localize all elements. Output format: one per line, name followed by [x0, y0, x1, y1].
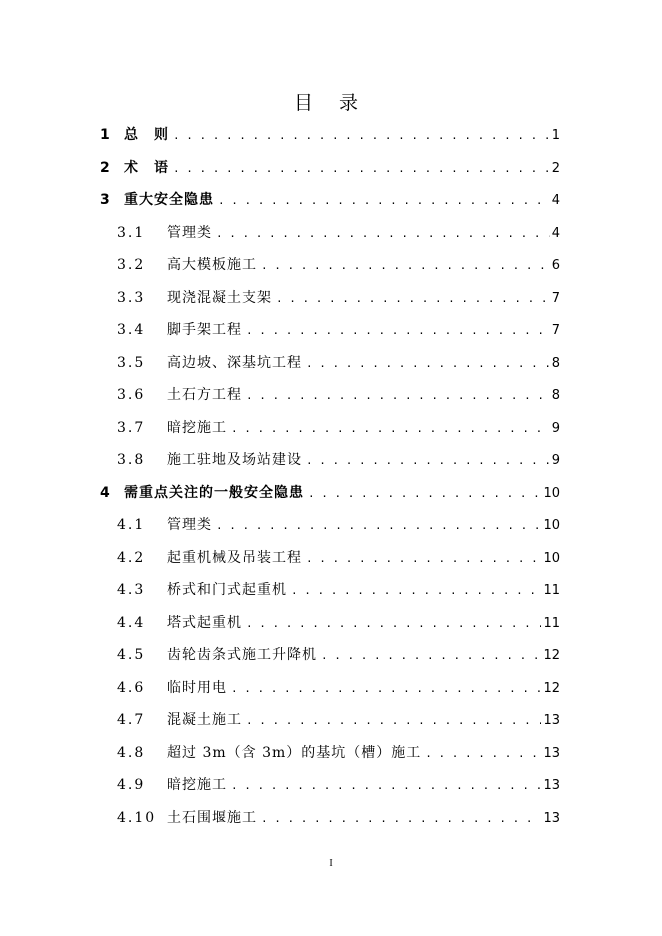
toc-entry-title: 需重点关注的一般安全隐患	[124, 484, 304, 501]
toc-entry-title: 总 则	[124, 127, 169, 143]
toc-entry[interactable]	[117, 254, 560, 278]
dot-leader	[216, 519, 541, 532]
toc-entry-page-number: 1	[551, 128, 560, 143]
toc-entry-title: 超过 3m（含 3m）的基坑（槽）施工	[167, 744, 422, 761]
toc-entry[interactable]	[117, 222, 560, 246]
toc-entry-title: 脚手架工程	[167, 322, 242, 338]
toc-entry[interactable]	[117, 352, 560, 376]
toc-entry-title: 暗挖施工	[167, 419, 227, 436]
toc-entry-page-number: 4	[551, 225, 560, 241]
toc-entry-title: 塔式起重机	[167, 614, 242, 631]
toc-entry[interactable]	[117, 319, 560, 343]
toc-entry[interactable]	[117, 742, 560, 766]
toc-entry-page-number: 8	[551, 355, 560, 371]
toc-entry[interactable]	[117, 449, 560, 473]
toc-entry[interactable]	[100, 189, 560, 213]
dot-leader	[261, 812, 541, 825]
dot-leader	[231, 682, 541, 695]
toc-entry-number: 3.3	[117, 289, 146, 306]
toc-entry-number: 4.2	[117, 549, 146, 566]
toc-entry-page-number: 2	[551, 160, 560, 176]
toc-entry-number: 3.2	[117, 257, 146, 273]
dot-leader	[425, 747, 541, 760]
dot-leader	[306, 357, 550, 370]
toc-entry-page-number: 13	[543, 778, 560, 793]
toc-entry-title: 齿轮齿条式施工升降机	[167, 647, 317, 663]
toc-entry-page-number: 10	[543, 518, 560, 533]
toc-entry[interactable]	[117, 612, 560, 636]
toc-entry-page-number: 13	[543, 745, 560, 761]
toc-entry-page-number: 11	[543, 615, 560, 631]
dot-leader	[173, 162, 550, 175]
toc-entry-page-number: 11	[543, 583, 560, 598]
toc-entry-number: 4.3	[117, 582, 146, 598]
toc-entry-page-number: 7	[551, 323, 560, 338]
toc-entry-number: 3.5	[117, 354, 146, 371]
dot-leader	[173, 129, 550, 142]
toc-entry-title: 土石方工程	[167, 387, 242, 403]
toc-entry-number: 4.9	[117, 777, 146, 793]
toc-entry[interactable]	[117, 547, 560, 571]
toc-entry-page-number: 4	[551, 193, 560, 208]
dot-leader	[246, 617, 541, 630]
toc-entry-title: 临时用电	[167, 679, 227, 696]
toc-entry-number: 4.1	[117, 517, 146, 533]
toc-entry-title: 土石围堰施工	[167, 809, 257, 826]
toc-entry[interactable]	[117, 417, 560, 441]
toc-entry[interactable]	[117, 644, 560, 668]
toc-entry[interactable]	[100, 124, 560, 148]
toc-entry-title: 混凝土施工	[167, 712, 242, 728]
toc-entry-page-number: 9	[551, 420, 560, 436]
toc-entry-title: 重大安全隐患	[124, 192, 214, 208]
toc-entry-title: 施工驻地及场站建设	[167, 452, 302, 468]
toc-entry-title: 暗挖施工	[167, 777, 227, 793]
page-title: 目 录	[293, 92, 369, 114]
toc-entry[interactable]	[117, 384, 560, 408]
toc-entry-page-number: 12	[543, 648, 560, 663]
toc-entry-title: 起重机械及吊装工程	[167, 549, 302, 566]
toc-entry-page-number: 7	[551, 290, 560, 306]
toc-entry[interactable]	[117, 709, 560, 733]
dot-leader	[246, 714, 541, 727]
toc-entry-number: 4.7	[117, 712, 146, 728]
dot-leader	[306, 552, 541, 565]
dot-leader	[246, 389, 550, 402]
toc-entry-number: 3.8	[117, 452, 146, 468]
toc-entry-page-number: 6	[551, 258, 560, 273]
toc-entry[interactable]	[117, 579, 560, 603]
dot-leader	[216, 227, 550, 240]
toc-entry[interactable]	[117, 514, 560, 538]
toc-entry-title: 现浇混凝土支架	[167, 289, 272, 306]
dot-leader	[246, 324, 550, 337]
toc-entry-number: 1	[100, 127, 111, 143]
toc-entry-title: 桥式和门式起重机	[167, 582, 287, 598]
toc-entry-page-number: 8	[551, 388, 560, 403]
dot-leader	[261, 259, 550, 272]
toc-entry-page-number: 12	[543, 680, 560, 696]
toc-entry-number: 3.6	[117, 387, 146, 403]
dot-leader	[276, 292, 550, 305]
toc-entry-page-number: 13	[543, 810, 560, 826]
toc-entry[interactable]	[117, 287, 560, 311]
dot-leader	[306, 454, 550, 467]
dot-leader	[218, 194, 550, 207]
toc-entry-title: 管理类	[167, 517, 212, 533]
toc-entry-number: 4.10	[117, 809, 157, 826]
toc-entry-number: 4	[100, 484, 111, 501]
toc-entry[interactable]	[100, 482, 560, 506]
toc-entry-page-number: 9	[551, 453, 560, 468]
dot-leader	[321, 649, 541, 662]
toc-entry-number: 3.7	[117, 419, 146, 436]
toc-entry[interactable]	[117, 774, 560, 798]
dot-leader	[231, 779, 541, 792]
toc-entry-title: 术 语	[124, 159, 169, 176]
dot-leader	[231, 422, 550, 435]
toc-entry-number: 2	[100, 159, 111, 176]
toc-entry-number: 4.6	[117, 679, 146, 696]
toc-entry[interactable]	[117, 677, 560, 701]
toc-entry-number: 4.4	[117, 614, 146, 631]
toc-entry-number: 4.5	[117, 647, 146, 663]
toc-entry-number: 3	[100, 192, 111, 208]
dot-leader	[308, 487, 541, 500]
toc-entry-title: 高边坡、深基坑工程	[167, 354, 302, 371]
toc-entry-number: 4.8	[117, 744, 146, 761]
toc-entry-number: 3.1	[117, 224, 146, 241]
toc-entry-number: 3.4	[117, 322, 146, 338]
toc-entry-title: 高大模板施工	[167, 257, 257, 273]
toc-entry-title: 管理类	[167, 224, 212, 241]
dot-leader	[291, 584, 541, 597]
page-number-footer: I	[329, 858, 333, 869]
toc-entry-page-number: 10	[543, 485, 560, 501]
toc-entry-page-number: 13	[543, 713, 560, 728]
toc-entry-page-number: 10	[543, 550, 560, 566]
toc-entry[interactable]	[100, 157, 560, 181]
toc-entry[interactable]	[117, 807, 560, 831]
